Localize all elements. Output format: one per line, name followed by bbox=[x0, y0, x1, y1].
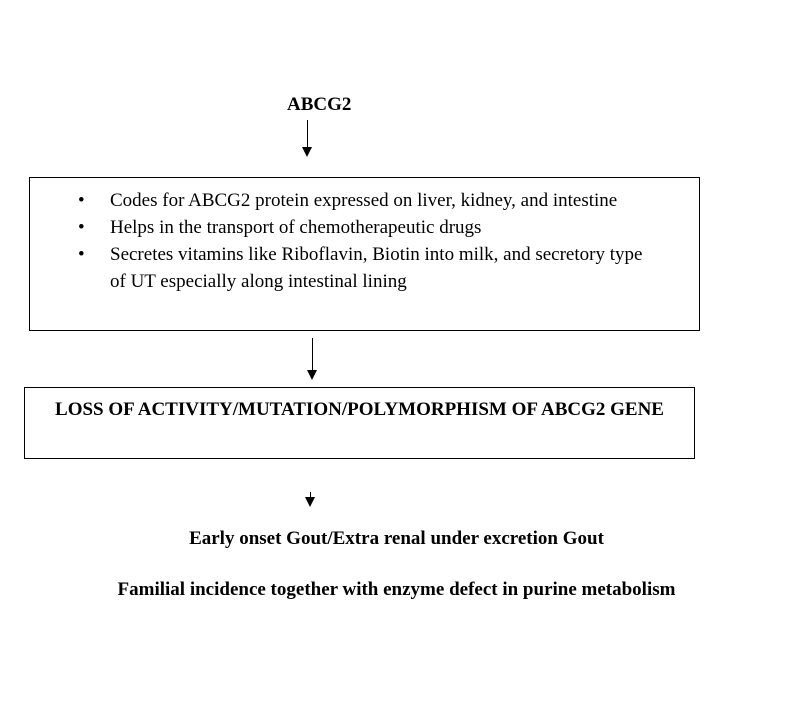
outcome-secondary: Familial incidence together with enzyme defect in purine metabolism bbox=[117, 579, 676, 600]
bullet-icon: • bbox=[78, 217, 85, 238]
defect-box bbox=[24, 387, 695, 459]
outcome-primary: Early onset Gout/Extra renal under excretion Gout bbox=[189, 528, 604, 549]
functions-box bbox=[29, 177, 700, 331]
function-item bbox=[30, 214, 699, 241]
function-item bbox=[30, 241, 699, 295]
functions-list bbox=[30, 187, 699, 295]
function-item-text: Secretes vitamins like Riboflavin, Biotin into milk, and secretory type of UT especially along intestinal lining bbox=[110, 244, 643, 292]
defect-text: LOSS OF ACTIVITY/MUTATION/POLYMORPHISM OF ABCG2 GENE bbox=[55, 399, 664, 420]
gene-title: ABCG2 bbox=[287, 94, 352, 115]
bullet-icon: • bbox=[78, 244, 85, 265]
bullet-icon: • bbox=[78, 190, 85, 211]
function-item-text: Helps in the transport of chemotherapeutic drugs bbox=[110, 217, 482, 238]
function-item bbox=[30, 187, 699, 214]
function-item-text: Codes for ABCG2 protein expressed on liver, kidney, and intestine bbox=[110, 190, 618, 211]
